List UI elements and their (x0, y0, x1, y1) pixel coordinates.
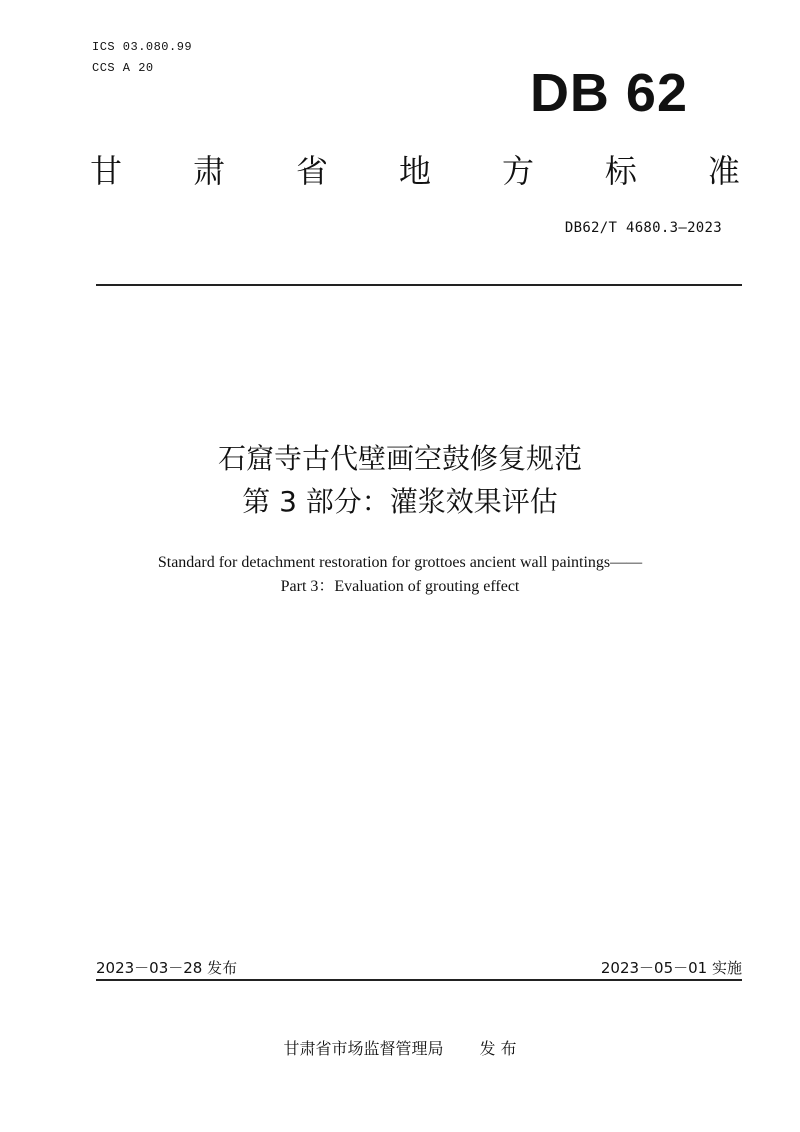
title-en-line1: Standard for detachment restoration for grottoes ancient wall paintings—— (157, 554, 643, 571)
issuer-line (0, 1036, 800, 1059)
standard-type-char: 肃 (192, 152, 225, 190)
standard-type-char: 准 (707, 152, 740, 190)
standard-type-heading (90, 152, 740, 190)
standard-type-char: 标 (604, 152, 637, 190)
title-cn-line1: 石窟寺古代壁画空鼓修复规范 (217, 442, 582, 475)
db-logo: DB 62 (529, 63, 688, 123)
standard-type-char: 甘 (90, 152, 123, 190)
ics-code: ICS 03.080.99 (92, 40, 193, 54)
title-en-line2: Part 3：Evaluation of grouting effect (280, 578, 520, 595)
issuer-action: 发 布 (479, 1039, 517, 1058)
ccs-code: CCS A 20 (92, 61, 154, 75)
bottom-divider (96, 979, 742, 981)
issuer-name: 甘肃省市场监督管理局 (283, 1039, 444, 1058)
standard-type-char: 地 (398, 152, 431, 190)
standard-number: DB62/T 4680.3—2023 (564, 220, 722, 236)
standard-type-char: 方 (501, 152, 534, 190)
top-divider (96, 284, 742, 286)
issue-date: 2023－03－28 发布 (96, 959, 238, 977)
standard-type-char: 省 (295, 152, 328, 190)
implementation-date: 2023－05－01 实施 (600, 959, 742, 977)
title-cn-line2: 第 3 部分：灌浆效果评估 (242, 485, 558, 518)
